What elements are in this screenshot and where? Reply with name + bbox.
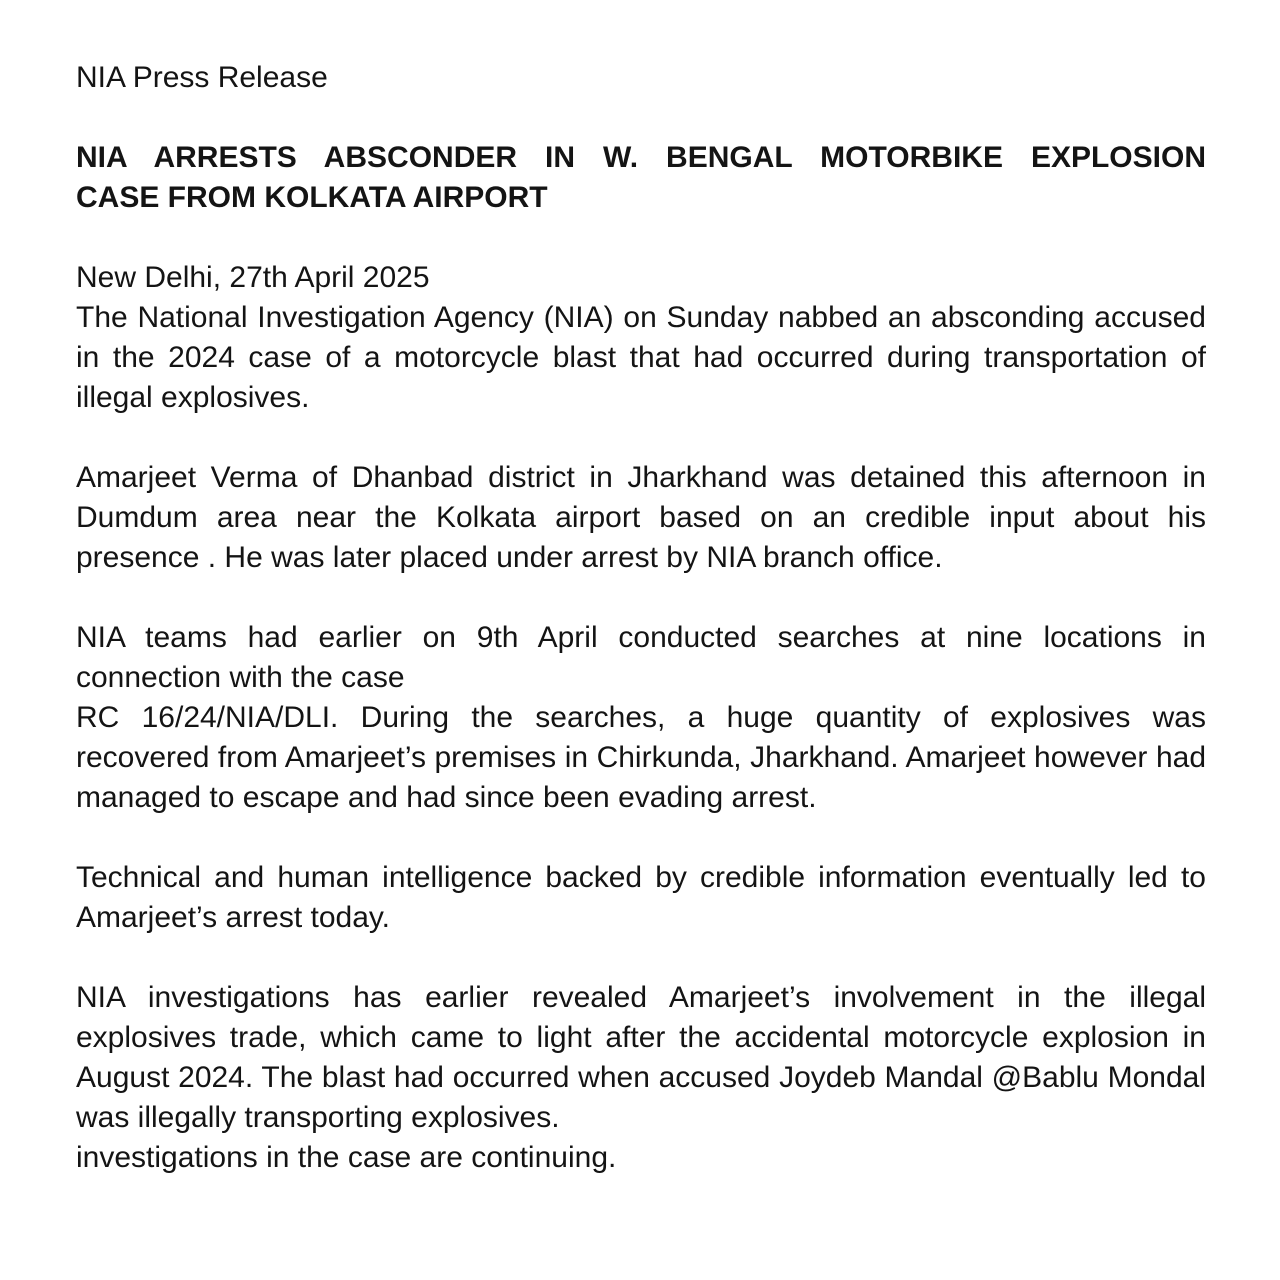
paragraph-searches-part-1: NIA teams had earlier on 9th April conducted searches at nine locations in connection with the case [76, 621, 1206, 694]
headline-line-2: CASE FROM KOLKATA AIRPORT [76, 181, 548, 214]
paragraph-searches [76, 618, 1206, 818]
paragraph-detention: Amarjeet Verma of Dhanbad district in Jharkhand was detained this afternoon in Dumdum area near the Kolkata airport based on an credible input about his presence . He was later placed under arrest by NIA branch office. [76, 461, 1206, 574]
paragraph-intro: The National Investigation Agency (NIA) on Sunday nabbed an absconding accused in the 2024 case of a motorcycle blast that had occurred during transportation of illegal explosives. [76, 301, 1206, 414]
dateline: New Delhi, 27th April 2025 [76, 261, 430, 294]
headline-line-1: NIA ARRESTS ABSCONDER IN W. BENGAL MOTORBIKE EXPLOSION [76, 141, 1206, 174]
headline [76, 138, 1206, 218]
paragraph-investigation-part-2: investigations in the case are continuing. [76, 1141, 617, 1174]
paragraph-investigation [76, 978, 1206, 1178]
paragraph-intelligence: Technical and human intelligence backed by credible information eventually led to Amarjeet’s arrest today. [76, 861, 1206, 934]
paragraph-searches-part-2: RC 16/24/NIA/DLI. During the searches, a huge quantity of explosives was recovered from Amarjeet’s premises in Chirkunda, Jharkhand. Amarjeet however had managed to escape and had since been evading arrest. [76, 701, 1206, 814]
paragraph-investigation-part-1: NIA investigations has earlier revealed Amarjeet’s involvement in the illegal explosives trade, which came to light after the accidental motorcycle explosion in August 2024. The blast had occurred when accused Joydeb Mandal @Bablu Mondal was illegally transporting explosives. [76, 981, 1206, 1134]
press-release-document [76, 58, 1206, 1178]
document-label: NIA Press Release [76, 61, 328, 94]
